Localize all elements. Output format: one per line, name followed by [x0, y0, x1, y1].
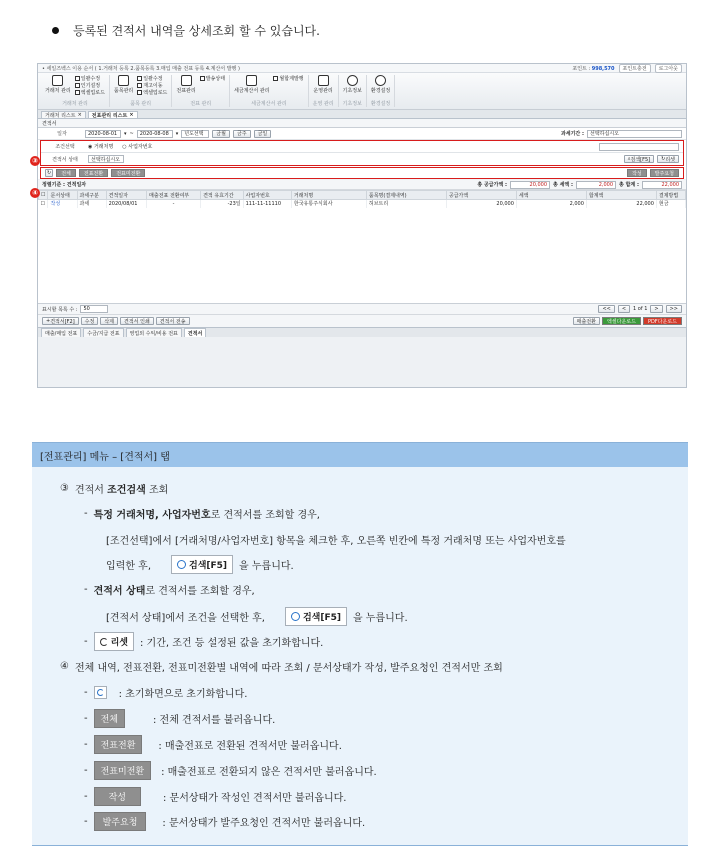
chart-icon: [318, 75, 329, 86]
pdf-download-button[interactable]: PDF다운로드: [643, 317, 682, 325]
delete-button[interactable]: 삭제: [100, 317, 118, 325]
col-supply[interactable]: 공급가액: [446, 191, 516, 200]
search-button[interactable]: ⌕ 검색[F5]: [624, 155, 654, 163]
stock-move-button[interactable]: 재고이동: [137, 82, 167, 89]
prev-page-button[interactable]: <: [618, 305, 630, 313]
cell-payment: 현금: [656, 200, 685, 208]
tax-invoice-button[interactable]: 세금계산서 관리: [234, 75, 269, 94]
calendar-icon: [273, 76, 278, 81]
col-business-number[interactable]: 사업자번호: [243, 191, 291, 200]
table-row[interactable]: [39, 200, 686, 208]
gear-icon: [375, 75, 386, 86]
row-ordered: - 발주요청 : 문서상태가 발주요청인 견적서만 불러옵니다.: [84, 812, 365, 831]
section-3-title: ③ 견적서 조건검색 조회: [60, 483, 169, 496]
refresh-icon: ↻: [47, 170, 52, 176]
tab-receipt-payment[interactable]: 수금/지급 전표: [83, 328, 123, 337]
condition-highlight-box: [40, 140, 684, 166]
send-button[interactable]: 견적서 전송: [156, 317, 190, 325]
status-select[interactable]: 선택하십시오: [88, 155, 124, 163]
ribbon-group-invoice: [230, 75, 309, 107]
edit-icon: [137, 76, 142, 81]
this-week-button[interactable]: 금주: [233, 130, 251, 138]
page-size-label: 표시할 목록 수 :: [42, 306, 78, 313]
totals-bar: [38, 180, 686, 190]
intro-line: [52, 22, 320, 39]
refresh-icon: [100, 638, 108, 646]
help-header: [전표관리] 메뉴 – [견적서] 탭: [32, 443, 688, 467]
converted-button-sample: 전표전환: [94, 735, 143, 754]
group-label: 세금계산서 관리: [251, 101, 287, 107]
cell-tax-type: 과세: [77, 200, 106, 208]
section-4-title: ④ 전체 내역, 전표전환, 전표미전환별 내역에 따라 조회 / 문서상태가 작성, 발주요청인 견적서만 조회: [60, 661, 503, 674]
tax-period-label: 과세기간 :: [560, 131, 584, 137]
first-page-button[interactable]: <<: [598, 305, 614, 313]
customer-manage-button[interactable]: 거래처 관리: [45, 75, 71, 94]
cell-customer: 한국유통주식회사: [291, 200, 366, 208]
monthly-issue-button[interactable]: 월합계발행: [273, 75, 303, 82]
filter-converted-button[interactable]: 전표전환: [79, 169, 108, 177]
group-label: 환경설정: [370, 101, 391, 107]
radio-business-number[interactable]: ○ 사업자번호: [122, 144, 153, 150]
close-icon: ×: [129, 112, 134, 118]
settings-button[interactable]: 환경설정: [371, 75, 390, 94]
slip-type-tabs: [38, 327, 686, 337]
badge-4: ④: [30, 188, 40, 198]
row-refresh: - : 초기화면으로 초기화합니다.: [84, 687, 248, 700]
item-bulk-edit-button[interactable]: 일괄수정: [137, 75, 167, 82]
ribbon-group-operation: [309, 75, 339, 107]
cell-item-name: 허브트리: [366, 200, 446, 208]
bullet-customer-line3: 입력한 후, 검색[F5] 을 누릅니다.: [106, 555, 294, 574]
refresh-button[interactable]: [45, 169, 53, 177]
col-item-name[interactable]: 품목명(결제내역): [366, 191, 446, 200]
tab-sales-purchase[interactable]: 매출/매입 전표: [41, 328, 81, 337]
sum-total-label: 총 합계 :: [619, 182, 639, 188]
page-size-select[interactable]: 50: [80, 305, 108, 313]
reset-button[interactable]: ↻ 리셋: [657, 155, 679, 163]
bullet-customer-search: - 특정 거래처명, 사업자번호로 견적서를 조회할 경우,: [84, 508, 320, 521]
bulk-edit-button[interactable]: 일괄수정: [75, 75, 105, 82]
dropdown-icon: ▾: [175, 130, 179, 137]
filter-not-converted-button[interactable]: 전표미전환: [111, 169, 145, 177]
row-written: - 작성 : 문서상태가 작성인 견적서만 불러옵니다.: [84, 787, 346, 806]
plus-icon: +: [46, 318, 51, 324]
dropdown-icon: ▾: [124, 130, 127, 137]
cell-valid-period: -23일: [201, 200, 244, 208]
sum-total-value: 22,000: [642, 181, 682, 189]
excel-upload-button[interactable]: 엑셀업로드: [75, 89, 105, 96]
excel-download-button[interactable]: 엑셀다운로드: [602, 317, 641, 325]
filter-highlight-box: [40, 167, 684, 179]
cell-tax: 2,000: [516, 200, 586, 208]
col-valid-period[interactable]: 견적 유효기간: [201, 191, 244, 200]
close-icon: ×: [77, 112, 82, 118]
logout-button[interactable]: 로그아웃: [655, 64, 682, 73]
bullet-status-search: - 견적서 상태로 견적서를 조회할 경우,: [84, 584, 255, 597]
sales-convert-button[interactable]: 매출전환: [573, 317, 600, 325]
print-button[interactable]: 견적서 인쇄: [120, 317, 154, 325]
period-select[interactable]: 년도선택: [181, 130, 209, 138]
ribbon-group-slip: [172, 75, 230, 107]
top-bar: [38, 64, 686, 73]
bullet-status-line2: [견적서 상태]에서 조건을 선택한 후, 검색[F5] 을 누릅니다.: [106, 607, 408, 626]
select-all-checkbox[interactable]: ☐: [39, 191, 48, 200]
cell-business-number: 111-11-11110: [243, 200, 291, 208]
ribbon-group-basic: [339, 75, 367, 107]
filter-written-button[interactable]: 작성: [627, 169, 647, 177]
row-all: - 전체 : 전체 견적서를 불러옵니다.: [84, 709, 275, 728]
row-converted: - 전표전환 : 매출전표로 전환된 견적서만 불러옵니다.: [84, 735, 342, 754]
item-excel-upload-button[interactable]: 엑셀업로드: [137, 89, 167, 96]
this-month-button[interactable]: 금월: [212, 130, 230, 138]
operation-manage-button[interactable]: 운영관리: [313, 75, 332, 94]
col-tax-type[interactable]: 과세구분: [77, 191, 106, 200]
col-payment[interactable]: 결제방법: [656, 191, 685, 200]
edit-button[interactable]: 수정: [81, 317, 99, 325]
tax-total-value: 2,000: [576, 181, 616, 189]
popular-setting-button[interactable]: 인기설정: [75, 82, 105, 89]
document-icon: [181, 75, 192, 86]
action-bar: [38, 315, 686, 327]
bullet-customer-line2: [조건선택]에서 [거래처명/사업자번호] 항목을 체크한 후, 오른쪽 빈칸에 특정 거래처명 또는 사업자번호를: [106, 536, 566, 547]
search-panel: [38, 128, 686, 179]
refresh-icon: [94, 686, 107, 699]
condition-label: 조건선택: [55, 144, 75, 150]
tab-non-operating[interactable]: 영업외 수익/비용 전표: [126, 328, 182, 337]
refresh-icon: ↻: [661, 156, 666, 162]
invoice-icon: [246, 75, 257, 86]
group-label: 전표 관리: [190, 101, 212, 107]
pager-bar: [38, 304, 686, 315]
radio-customer-name[interactable]: ◉ 거래처명: [88, 144, 114, 150]
star-icon: [75, 83, 80, 88]
excel-icon: [75, 90, 80, 95]
bullet-reset: - 리셋 : 기간, 조건 등 설정된 값을 초기화합니다.: [84, 632, 323, 651]
next-page-button[interactable]: >: [650, 305, 662, 313]
date-label: 일자: [57, 131, 67, 137]
date-to-input[interactable]: 2020-08-08: [137, 130, 173, 138]
edit-icon: [75, 76, 80, 81]
item-manage-button[interactable]: 품목관리: [114, 75, 133, 94]
group-label: 거래처 관리: [62, 101, 88, 107]
send-status-button[interactable]: 발송상태: [200, 75, 225, 82]
points-display: 포인트 : 998,570: [572, 65, 615, 72]
ribbon-group-settings: [367, 75, 395, 107]
row-not-converted: - 전표미전환 : 매출전표로 전환되지 않은 견적서만 불러옵니다.: [84, 761, 377, 780]
estimate-grid: [38, 190, 686, 304]
filter-row: [41, 168, 683, 178]
ribbon-group-customer: [41, 75, 110, 107]
not-converted-button-sample: 전표미전환: [94, 761, 151, 780]
status-row: [41, 153, 683, 165]
excel-icon: [137, 90, 142, 95]
new-estimate-button[interactable]: + 견적서[F2]: [42, 317, 79, 325]
box-icon: [118, 75, 129, 86]
condition-row: [41, 141, 683, 153]
tax-total-label: 총 세액 :: [553, 182, 574, 188]
tab-customer-list[interactable]: 거래처 리스트 ×: [41, 111, 86, 118]
cell-converted: -: [147, 200, 201, 208]
today-button[interactable]: 금일: [254, 130, 272, 138]
search-button-sample: 검색[F5]: [285, 607, 347, 626]
sort-label: 정렬기준 : 견적일자: [42, 182, 87, 188]
col-total[interactable]: 합계액: [586, 191, 656, 200]
search-button-sample: 검색[F5]: [171, 555, 233, 574]
stock-icon: [137, 83, 142, 88]
filter-all-button[interactable]: 전체: [56, 169, 76, 177]
col-converted[interactable]: 매출전표 전환여부: [147, 191, 201, 200]
app-screenshot: [37, 63, 687, 388]
date-row: 일자 2020-08-01 ▾ ~ 2020-08-08 ▾ 년도선택 금월 금주 금일 과세기간 : 선택하십시오: [38, 128, 686, 140]
supply-total-value: 20,000: [510, 181, 550, 189]
cell-supply: 20,000: [446, 200, 516, 208]
tab-slip-list[interactable]: 전표관리 리스트 ×: [88, 111, 138, 118]
grid-header-row: [39, 191, 686, 200]
search-icon: [177, 560, 186, 569]
page-info: 1 of 1: [633, 306, 648, 312]
basic-info-button[interactable]: 기초정보: [343, 75, 362, 94]
col-date[interactable]: 견적일자: [106, 191, 146, 200]
cell-date: 2020/08/01: [106, 200, 146, 208]
slip-manage-button[interactable]: 전표관리: [176, 75, 195, 94]
group-label: 기초정보: [342, 101, 362, 107]
ribbon-toolbar: [38, 73, 686, 110]
group-label: 운영 관리: [312, 101, 334, 107]
filter-ordered-button[interactable]: 발주요청: [650, 169, 679, 177]
date-from-input[interactable]: 2020-08-01: [85, 130, 121, 138]
tax-period-select[interactable]: 선택하십시오: [587, 130, 682, 138]
tab-estimate[interactable]: 견적서: [184, 328, 207, 337]
status-label: 견적서 상태: [52, 156, 78, 163]
col-customer[interactable]: 거래처명: [291, 191, 366, 200]
bullet-icon: [52, 27, 59, 34]
badge-3: ③: [30, 156, 40, 166]
cell-doc-status[interactable]: 작성: [48, 200, 77, 208]
send-icon: [200, 76, 205, 81]
condition-search-input[interactable]: [599, 143, 679, 151]
page-title: 견적서: [38, 119, 686, 128]
ordered-button-sample: 발주요청: [94, 812, 147, 831]
ribbon-group-item: [110, 75, 172, 107]
supply-total-label: 총 공급가액 :: [477, 182, 508, 188]
search-icon: [291, 612, 300, 621]
cell-total: 22,000: [586, 200, 656, 208]
usage-notice: • 세일즈벡스 이용 순서 ( 1.거래처 등록 2.품목등록 3.매입 매출 전표 등록 4.계산서 발행 ): [42, 65, 240, 72]
reset-button-sample: 리셋: [94, 632, 134, 651]
document-tabs: [38, 110, 686, 119]
row-checkbox[interactable]: ☐: [39, 200, 48, 208]
search-icon: ⌕: [627, 156, 631, 162]
customer-icon: [52, 75, 63, 86]
col-doc-status[interactable]: 문서상태: [48, 191, 77, 200]
point-charge-button[interactable]: 포인트충전: [619, 64, 651, 73]
group-label: 품목 관리: [130, 101, 152, 107]
col-tax[interactable]: 세액: [516, 191, 586, 200]
written-button-sample: 작성: [94, 787, 141, 806]
last-page-button[interactable]: >>: [666, 305, 682, 313]
intro-text: 등록된 견적서 내역을 상세조회 할 수 있습니다.: [73, 24, 320, 38]
info-icon: [347, 75, 358, 86]
help-box: [32, 442, 688, 846]
all-button-sample: 전체: [94, 709, 125, 728]
